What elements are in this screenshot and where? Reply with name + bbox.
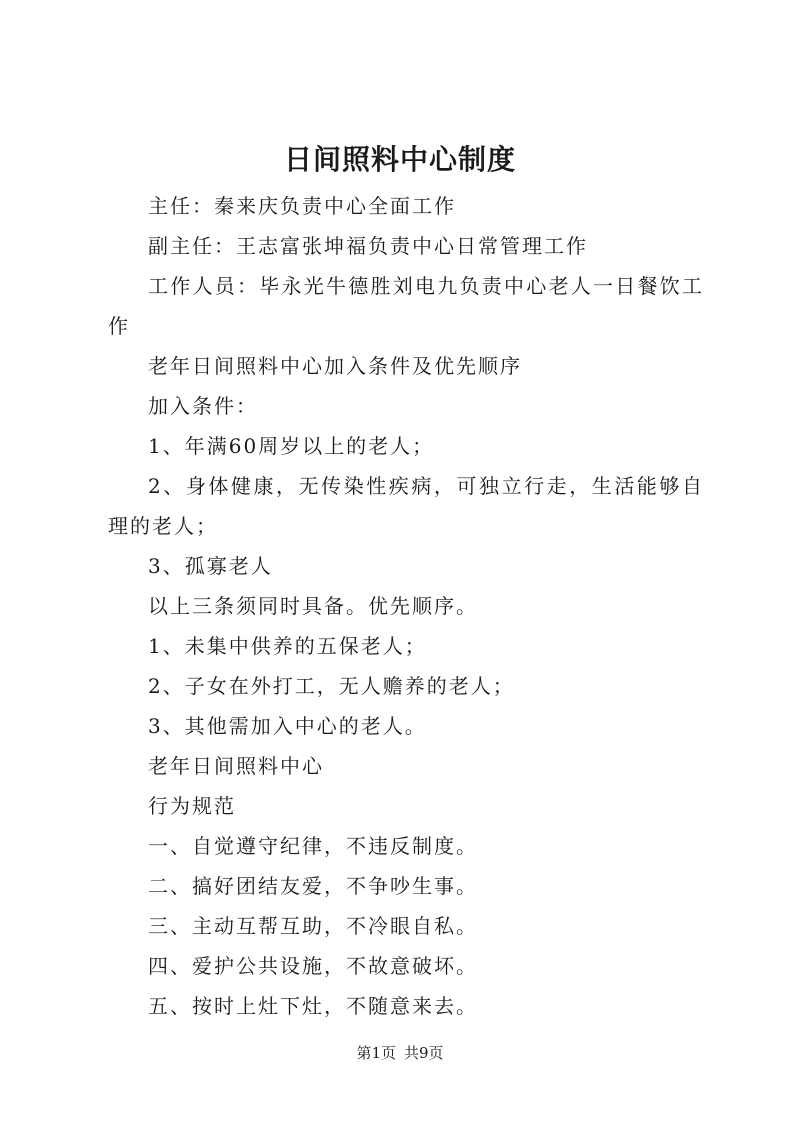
paragraph: 2、子女在外打工，无人赡养的老人； — [148, 674, 515, 698]
paragraph: 三、主动互帮互助，不冷眼自私。 — [148, 914, 478, 938]
paragraph: 行为规范 — [148, 794, 236, 818]
paragraph: 二、搞好团结友爱，不争吵生事。 — [148, 874, 478, 898]
paragraph: 3、孤寡老人 — [148, 554, 273, 578]
paragraph: 四、爱护公共设施，不故意破坏。 — [148, 954, 478, 978]
paragraph: 一、自觉遵守纪律，不违反制度。 — [148, 834, 478, 858]
paragraph: 工作人员：毕永光牛德胜刘电九负责中心老人一日餐饮工作 — [108, 274, 704, 338]
paragraph: 加入条件： — [148, 394, 258, 418]
paragraph: 1、未集中供养的五保老人； — [148, 634, 427, 658]
paragraph: 副主任：王志富张坤福负责中心日常管理工作 — [148, 234, 588, 258]
document-body — [108, 186, 704, 1026]
paragraph: 老年日间照料中心加入条件及优先顺序 — [148, 354, 522, 378]
page-number: 第1页 — [356, 1044, 396, 1062]
document-title: 日间照料中心制度 — [283, 143, 516, 176]
paragraph: 3、其他需加入中心的老人。 — [148, 714, 427, 738]
paragraph: 主任：秦来庆负责中心全面工作 — [148, 194, 456, 218]
page-total: 共9页 — [404, 1044, 444, 1062]
paragraph: 1、年满60周岁以上的老人； — [148, 434, 435, 458]
paragraph: 五、按时上灶下灶，不随意来去。 — [148, 994, 478, 1018]
paragraph: 老年日间照料中心 — [148, 754, 324, 778]
paragraph: 以上三条须同时具备。优先顺序。 — [148, 594, 478, 618]
paragraph: 2、身体健康，无传染性疾病，可独立行走，生活能够自理的老人； — [108, 474, 704, 538]
page-footer — [0, 1042, 800, 1064]
